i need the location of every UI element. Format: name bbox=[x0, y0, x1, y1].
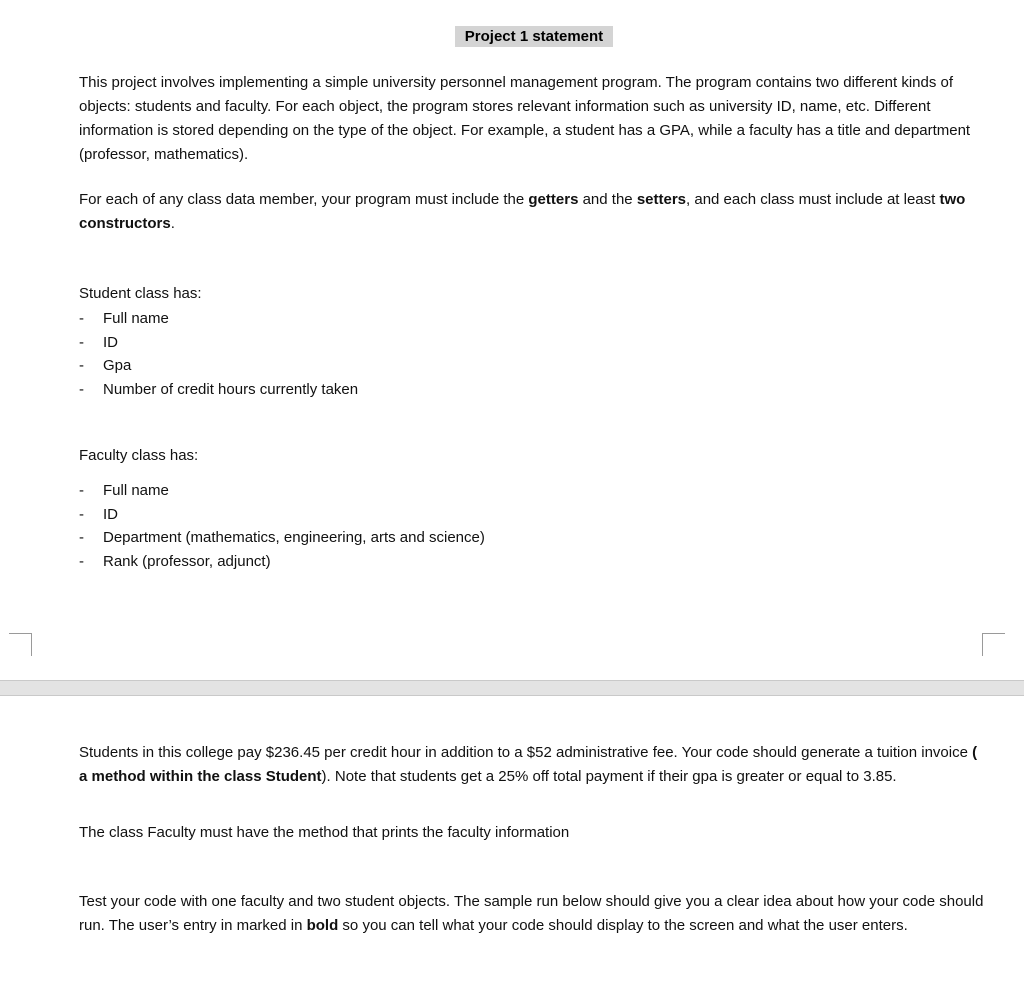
document-page-2 bbox=[0, 696, 1024, 992]
requirements-text-e: , and each class must include at least bbox=[686, 191, 940, 208]
page-break-separator bbox=[0, 680, 1024, 696]
requirements-text-c: and the bbox=[578, 191, 637, 208]
intro-paragraph: This project involves implementing a simple university personnel management program. The program contains two different kinds of objects: students and faculty. For each object, the program stores relevant information such as university ID, name, etc. Different information is stored depending on the type of the object. For example, a student has a GPA, while a faculty has a title and department (professor, mathematics). bbox=[79, 74, 971, 163]
list-dash: - bbox=[79, 505, 84, 523]
tuition-text-c: ). Note that students get a 25% off total payment if their gpa is greater or equal to 3.85. bbox=[321, 768, 897, 785]
student-item-text: Full name bbox=[103, 310, 169, 327]
page-corner-mark bbox=[9, 633, 32, 656]
student-item-text: ID bbox=[103, 333, 118, 351]
student-class-heading: Student class has: bbox=[79, 285, 202, 302]
requirements-paragraph bbox=[79, 188, 984, 236]
faculty-item-text: Rank (professor, adjunct) bbox=[103, 552, 271, 570]
test-text-a: Test your code with one faculty and two student objects. The sample run below should give you a clear idea about how your code should run. The user’s entry in marked in bbox=[79, 893, 984, 934]
requirements-text-g: . bbox=[170, 215, 175, 232]
list-dash: - bbox=[79, 333, 84, 351]
faculty-item-text: Department (mathematics, engineering, arts and science) bbox=[103, 529, 485, 546]
faculty-class-heading: Faculty class has: bbox=[79, 447, 199, 464]
faculty-item-text: Full name bbox=[103, 482, 169, 499]
list-dash: - bbox=[79, 529, 84, 546]
setters-emphasis: setters bbox=[636, 191, 687, 208]
list-dash: - bbox=[79, 552, 84, 570]
bold-emphasis: bold bbox=[306, 917, 339, 934]
getters-emphasis: getters bbox=[528, 191, 579, 208]
test-paragraph bbox=[79, 890, 984, 938]
page-corner-mark bbox=[982, 633, 1005, 656]
list-dash: - bbox=[79, 482, 84, 499]
tuition-text-a: Students in this college pay $236.45 per credit hour in addition to a $52 administrative fee. Your code should generate a tuition invoice bbox=[79, 744, 973, 761]
student-item-text: Number of credit hours currently taken bbox=[103, 380, 359, 398]
constructors-emphasis: two constructors bbox=[79, 191, 966, 232]
tuition-paragraph bbox=[79, 741, 984, 789]
tuition-method-emphasis: ( a method within the class Student bbox=[79, 744, 978, 785]
document-title: Project 1 statement bbox=[455, 26, 613, 47]
requirements-text-a: For each of any class data member, your program must include the bbox=[79, 191, 529, 208]
test-text-c: so you can tell what your code should display to the screen and what the user enters. bbox=[338, 917, 908, 934]
list-dash: - bbox=[79, 310, 84, 327]
faculty-method-paragraph: The class Faculty must have the method that prints the faculty information bbox=[79, 824, 570, 841]
faculty-item-text: ID bbox=[103, 505, 118, 523]
student-item-text: Gpa bbox=[103, 357, 132, 374]
list-dash: - bbox=[79, 380, 84, 398]
list-dash: - bbox=[79, 357, 84, 374]
